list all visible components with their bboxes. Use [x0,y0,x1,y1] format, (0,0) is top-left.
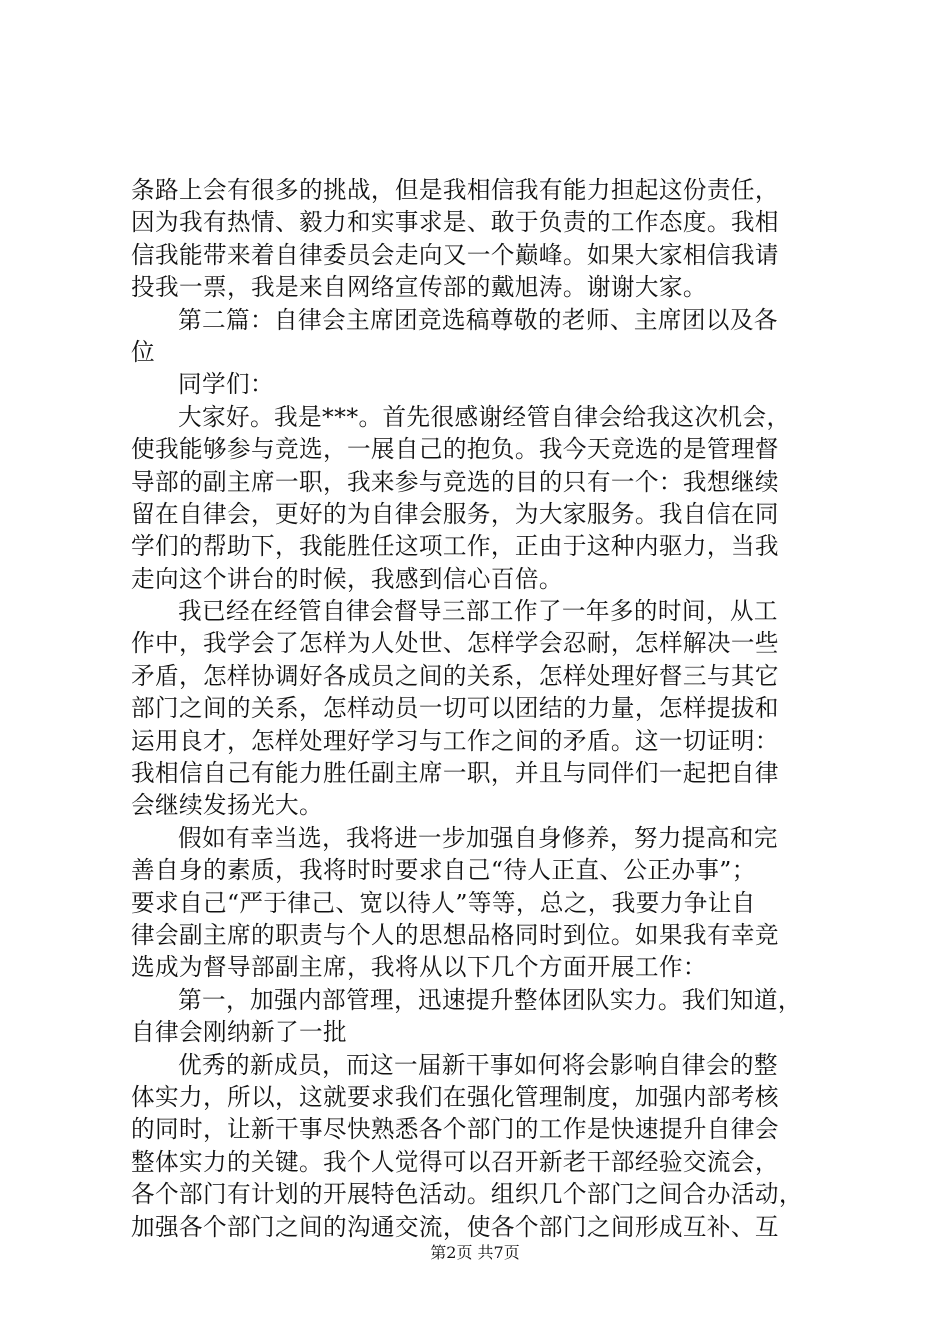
text-line: 走向这个讲台的时候，我感到信心百倍。 [131,564,563,593]
text-line: 条路上会有很多的挑战，但是我相信我有能力担起这份责任， [131,176,779,204]
text-line: 信我能带来着自律委员会走向又一个巅峰。如果大家相信我请 [131,240,779,269]
text-line: 各个部门有计划的开展特色活动。组织几个部门之间合办活动， [131,1180,803,1209]
text-line: 会继续发扬光大。 [131,791,323,820]
text-line: 运用良才，怎样处理好学习与工作之间的矛盾。这一切证明： [131,726,779,755]
text-line: 整体实力的关键。我个人觉得可以召开新老干部经验交流会， [131,1147,779,1176]
text-line: 学们的帮助下，我能胜任这项工作，正由于这种内驱力，当我 [131,532,779,561]
text-line: 善自身的素质，我将时时要求自己“待人正直、公正办事”； [131,856,756,885]
text-line: 使我能够参与竞选，一展自己的抱负。我今天竞选的是管理督 [131,435,779,464]
text-line: 自律会刚纳新了一批 [131,1018,347,1047]
text-line: 位 [131,337,155,366]
text-line: 作中，我学会了怎样为人处世、怎样学会忍耐，怎样解决一些 [131,629,779,658]
text-line: 优秀的新成员，而这一届新干事如何将会影响自律会的整 [178,1050,778,1079]
text-line: 体实力，所以，这就要求我们在强化管理制度，加强内部考核 [131,1082,779,1111]
text-line: 同学们： [178,370,274,399]
text-line: 第一，加强内部管理，迅速提升整体团队实力。我们知道， [178,985,802,1014]
text-line: 选成为督导部副主席，我将从以下几个方面开展工作： [131,953,707,982]
text-line: 加强各个部门之间的沟通交流，使各个部门之间形成互补、互 [131,1212,779,1241]
text-line: 留在自律会，更好的为自律会服务，为大家服务。我自信在同 [131,499,779,528]
text-line: 我已经在经管自律会督导三部工作了一年多的时间，从工 [178,597,778,626]
text-line: 部门之间的关系，怎样动员一切可以团结的力量，怎样提拔和 [131,694,779,723]
text-line: 矛盾，怎样协调好各成员之间的关系，怎样处理好督三与其它 [131,661,779,690]
text-line: 律会副主席的职责与个人的思想品格同时到位。如果我有幸竞 [131,920,779,949]
text-line: 要求自己“严于律己、宽以待人”等等，总之，我要力争让自 [131,888,756,917]
text-line: 的同时，让新干事尽快熟悉各个部门的工作是快速提升自律会 [131,1115,779,1144]
text-line: 投我一票，我是来自网络宣传部的戴旭涛。谢谢大家。 [131,273,707,302]
text-line: 我相信自己有能力胜任副主席一职，并且与同伴们一起把自律 [131,759,779,788]
page-footer: 第2页 共7页 [430,1243,520,1262]
text-line: 因为我有热情、毅力和实事求是、敢于负责的工作态度。我相 [131,208,779,237]
document-body [131,174,831,1243]
text-line: 第二篇：自律会主席团竞选稿尊敬的老师、主席团以及各 [178,305,778,334]
text-line: 大家好。我是***。首先很感谢经管自律会给我这次机会， [178,402,791,431]
text-line: 导部的副主席一职，我来参与竞选的目的只有一个：我想继续 [131,467,779,496]
text-line: 假如有幸当选，我将进一步加强自身修养，努力提高和完 [178,823,778,852]
